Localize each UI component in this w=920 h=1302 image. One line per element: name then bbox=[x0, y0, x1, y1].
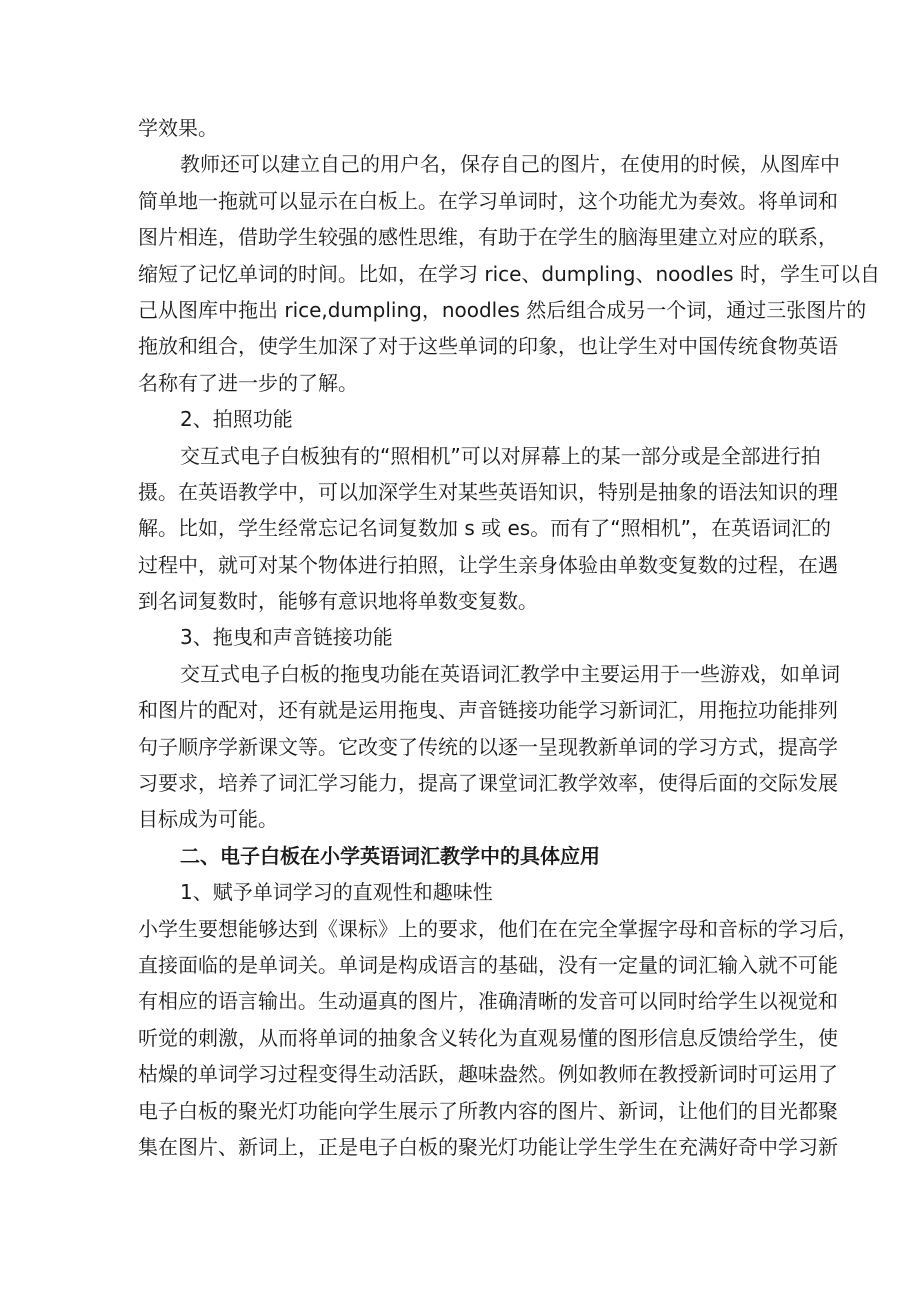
paragraph bbox=[138, 911, 858, 1166]
text-line: 教师还可以建立自己的用户名，保存自己的图片，在使用的时候，从图库中 bbox=[180, 152, 840, 177]
text-line: 学效果。 bbox=[138, 116, 218, 140]
subsection-heading bbox=[138, 874, 790, 910]
text-line: 1、赋予单词学习的直观性和趣味性 bbox=[180, 880, 493, 905]
subsection-heading bbox=[138, 401, 790, 437]
text-line: 和图片的配对，还有就是运用拖曳、声音链接功能学习新词汇，用拖拉功能排列 bbox=[138, 698, 838, 723]
text-line: 过程中，就可对某个物体进行拍照，让学生亲身体验由单数变复数的过程，在遇 bbox=[138, 552, 838, 577]
text-line: 集在图片、新词上，正是电子白板的聚光灯功能让学生学生在充满好奇中学习新 bbox=[138, 1134, 838, 1159]
text-line: 直接面临的是单词关。单词是构成语言的基础，没有一定量的词汇输入就不可能 bbox=[138, 952, 838, 977]
text-line: 到名词复数时，能够有意识地将单数变复数。 bbox=[138, 589, 538, 614]
text-line: 2、拍照功能 bbox=[180, 407, 293, 432]
text-line: 解。比如，学生经常忘记名词复数加 s 或 es。而有了“照相机”，在英语词汇的 bbox=[138, 516, 831, 541]
text-line: 枯燥的单词学习过程变得生动活跃，趣味盎然。例如教师在教授新词时可运用了 bbox=[138, 1062, 838, 1087]
paragraph bbox=[138, 110, 790, 146]
text-line: 交互式电子白板独有的“照相机”可以对屏幕上的某一部分或是全部进行拍 bbox=[180, 443, 821, 468]
paragraph bbox=[138, 656, 840, 838]
document-page bbox=[138, 110, 880, 1165]
text-line: 目标成为可能。 bbox=[138, 807, 278, 832]
text-line: 小学生要想能够达到《课标》上的要求，他们在在完全掌握字母和音标的学习后， bbox=[138, 916, 858, 941]
text-line: 缩短了记忆单词的时间。比如，在学习 rice、dumpling、noodles 时，学生可以自 bbox=[138, 261, 880, 286]
text-line: 名称有了进一步的了解。 bbox=[138, 370, 358, 395]
paragraph bbox=[138, 438, 838, 620]
text-line: 二、电子白板在小学英语词汇教学中的具体应用 bbox=[180, 843, 600, 868]
text-line: 交互式电子白板的拖曳功能在英语词汇教学中主要运用于一些游戏，如单词 bbox=[180, 661, 840, 686]
text-line: 图片相连，借助学生较强的感性思维，有助于在学生的脑海里建立对应的联系， bbox=[138, 225, 838, 250]
text-line: 己从图库中拖出 rice,dumpling，noodles 然后组合成另一个词，通过三张图片的 bbox=[138, 297, 867, 322]
text-line: 拖放和组合，使学生加深了对于这些单词的印象，也让学生对中国传统食物英语 bbox=[138, 334, 838, 359]
text-line: 句子顺序学新课文等。它改变了传统的以逐一呈现教新单词的学习方式，提高学 bbox=[138, 734, 838, 759]
text-line: 有相应的语言输出。生动逼真的图片，准确清晰的发音可以同时给学生以视觉和 bbox=[138, 989, 838, 1014]
text-line: 听觉的刺激，从而将单词的抽象含义转化为直观易懂的图形信息反馈给学生，使 bbox=[138, 1025, 838, 1050]
subsection-heading bbox=[138, 619, 790, 655]
text-line: 简单地一拖就可以显示在白板上。在学习单词时，这个功能尤为奏效。将单词和 bbox=[138, 188, 838, 213]
text-line: 3、拖曳和声音链接功能 bbox=[180, 625, 393, 650]
text-line: 摄。在英语教学中，可以加深学生对某些英语知识，特别是抽象的语法知识的理 bbox=[138, 479, 838, 504]
paragraph bbox=[138, 146, 880, 401]
text-line: 电子白板的聚光灯功能向学生展示了所教内容的图片、新词，让他们的目光都聚 bbox=[138, 1098, 838, 1123]
section-heading bbox=[138, 838, 790, 874]
text-line: 习要求，培养了词汇学习能力，提高了课堂词汇教学效率，使得后面的交际发展 bbox=[138, 771, 838, 796]
